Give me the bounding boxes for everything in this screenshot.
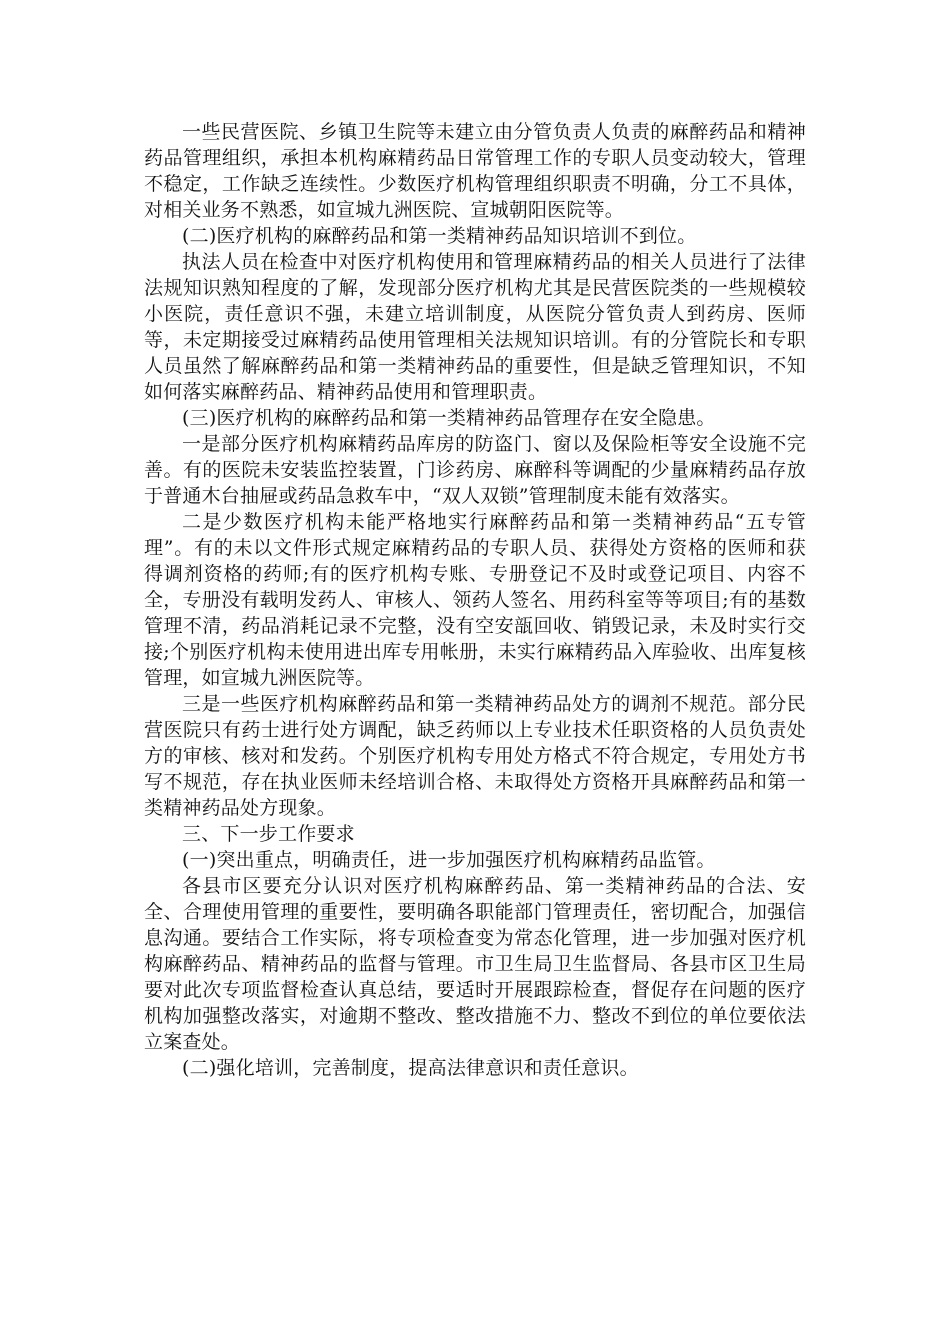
subheading-supervision: (一)突出重点，明确责任，进一步加强医疗机构麻精药品监管。 [182, 849, 716, 871]
paragraph-management-organization: 一些民营医院、乡镇卫生院等未建立由分管负责人负责的麻醉药品和精神药品管理组织，承担本机构麻精药品日常管理工作的专职人员变动较大，管理不稳定，工作缺乏连续性。少数医疗机构管理组织职责不明确，分工不具体，对相关业务不熟悉，如宣城九洲医院、宣城朝阳医院等。 [144, 121, 806, 221]
subheading-safety: (三)医疗机构的麻醉药品和第一类精神药品管理存在安全隐患。 [182, 407, 716, 429]
section-heading-next-steps: 三、下一步工作要求 [182, 823, 355, 845]
paragraph-five-special-management: 二是少数医疗机构未能严格地实行麻醉药品和第一类精神药品“五专管理”。有的未以文件形式规定麻精药品的专职人员、获得处方资格的医师和获得调剂资格的药师;有的医疗机构专账、专册登记不及时或登记项目、内容不全，专册没有载明发药人、审核人、领药人签名、用药科室等等项目;有的基数管理不清，药品消耗记录不完整，没有空安瓿回收、销毁记录，未及时实行交接;个别医疗机构未使用进出库专用帐册，未实行麻精药品入库验收、出库复核管理，如宣城九洲医院等。 [144, 511, 806, 689]
paragraph-prescription-dispensing: 三是一些医疗机构麻醉药品和第一类精神药品处方的调剂不规范。部分民营医院只有药士进行处方调配，缺乏药师以上专业技术任职资格的人员负责处方的审核、核对和发药。个别医疗机构专用处方格式不符合规定，专用处方书写不规范，存在执业医师未经培训合格、未取得处方资格开具麻醉药品和第一类精神药品处方现象。 [144, 693, 806, 819]
paragraph-supervision: 各县市区要充分认识对医疗机构麻醉药品、第一类精神药品的合法、安全、合理使用管理的重要性，要明确各职能部门管理责任，密切配合，加强信息沟通。要结合工作实际，将专项检查变为常态化管理，进一步加强对医疗机构麻醉药品、精神药品的监督与管理。市卫生局卫生监督局、各县市区卫生局要对此次专项监督检查认真总结，要适时开展跟踪检查，督促存在问题的医疗机构加强整改落实，对逾期不整改、整改措施不力、整改不到位的单位要依法立案查处。 [144, 875, 806, 1053]
subheading-training: (二)医疗机构的麻醉药品和第一类精神药品知识培训不到位。 [182, 225, 697, 247]
document-body [144, 119, 806, 1081]
subheading-training-system: (二)强化培训，完善制度，提高法律意识和责任意识。 [182, 1057, 639, 1079]
paragraph-safety-facilities: 一是部分医疗机构麻精药品库房的防盗门、窗以及保险柜等安全设施不完善。有的医院未安装监控装置，门诊药房、麻醉科等调配的少量麻精药品存放于普通木台抽屉或药品急救车中，“双人双锁”管理制度未能有效落实。 [144, 433, 806, 507]
paragraph-training: 执法人员在检查中对医疗机构使用和管理麻精药品的相关人员进行了法律法规知识熟知程度的了解，发现部分医疗机构尤其是民营医院类的一些规模较小医院，责任意识不强，未建立培训制度，从医院分管负责人到药房、医师等，未定期接受过麻精药品使用管理相关法规知识培训。有的分管院长和专职人员虽然了解麻醉药品和第一类精神药品的重要性，但是缺乏管理知识，不知如何落实麻醉药品、精神药品使用和管理职责。 [144, 251, 806, 403]
